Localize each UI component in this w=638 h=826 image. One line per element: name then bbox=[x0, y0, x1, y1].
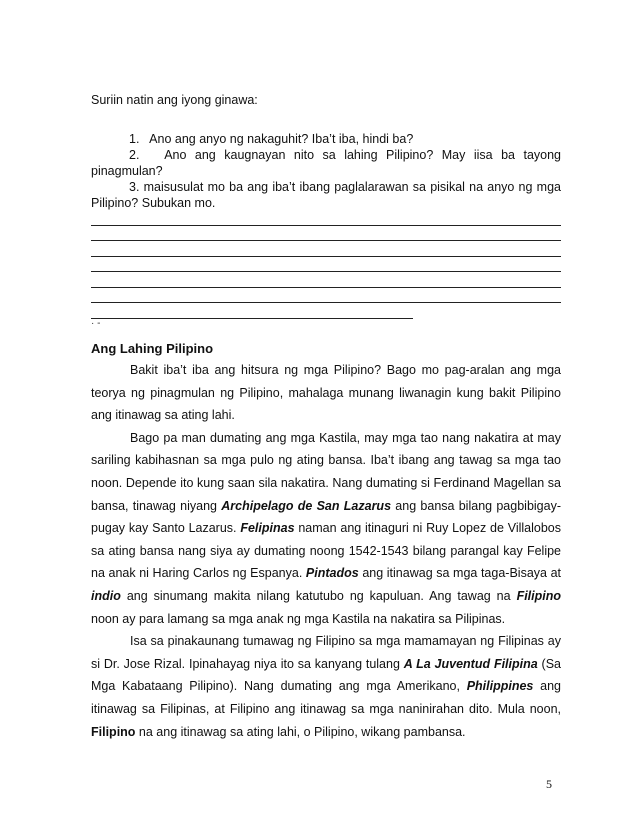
page-number: 5 bbox=[546, 777, 552, 791]
answer-line bbox=[91, 226, 561, 242]
answer-line bbox=[91, 272, 561, 288]
stray-marks: · - bbox=[91, 318, 101, 329]
emphasis-term: Philippines bbox=[466, 679, 534, 694]
emphasis-term: Felipinas bbox=[240, 521, 295, 536]
question-1: 1. Ano ang anyo ng nakaguhit? Iba’t iba, hindi ba? bbox=[129, 132, 414, 146]
emphasis-term: A La Juventud Filipina bbox=[403, 656, 538, 671]
paragraph-2: Bago pa man dumating ang mga Kastila, may mga tao nang nakatira at may sariling kabihasnan sa mga pulo ng ating bansa. Iba’t ibang ang tawag sa mga tao noon. Depende ito kung saan sila nakatira. Nang dumating si Ferdinand Magellan sa bansa, tinawag niyang Archipelago de San Lazarus ang bansa bilang pagbibigay-pugay kay Santo Lazarus. Felipinas naman ang itinaguri ni Ruy Lopez de Villalobos sa ating bansa nang siya ay dumating noong 1542-1543 bilang parangal kay Felipe na anak ni Haring Carlos ng Espanya. Pintados ang itinawag sa mga taga-Bisaya at indio ang sinumang makita nilang katutubo ng kapuluan. Ang tawag na Filipino noon ay para lamang sa mga anak ng mga Kastila na nakatira sa Pilipinas. bbox=[91, 430, 561, 626]
emphasis-term: Filipino bbox=[91, 724, 136, 739]
emphasis-term: Filipino bbox=[516, 588, 561, 603]
body-text bbox=[91, 359, 561, 743]
question-list bbox=[91, 131, 561, 211]
answer-line bbox=[91, 241, 561, 257]
answer-line bbox=[91, 210, 561, 226]
paragraph-1: Bakit iba’t iba ang hitsura ng mga Pilipino? Bago mo pag-aralan ang mga teorya ng pinagmulan ng Pilipino, mahalaga munang liwanagin kung bakit Pilipino ang itinawag sa ating lahi. bbox=[91, 363, 561, 423]
answer-line bbox=[91, 257, 561, 273]
answer-lines bbox=[91, 210, 561, 319]
section-heading: Ang Lahing Pilipino bbox=[91, 341, 214, 356]
question-2: 2. Ano ang kaugnayan nito sa lahing Pilipino? May iisa ba tayong pinagmulan? bbox=[91, 148, 562, 178]
emphasis-term: Pintados bbox=[305, 566, 359, 581]
answer-line bbox=[91, 288, 561, 304]
answer-line bbox=[91, 303, 413, 319]
intro-text: Suriin natin ang iyong ginawa: bbox=[91, 93, 258, 107]
paragraph-3: Isa sa pinakaunang tumawag ng Filipino sa mga mamamayan ng Filipinas ay si Dr. Jose Rizal. Ipinahayag niya ito sa kanyang tulang A La Juventud Filipina (Sa Mga Kabataang Pilipino). Nang dumating ang mga Amerikano, Philippines ang itinawag sa Filipinas, at Filipino ang itinawag sa mga naninirahan dito. Mula noon, Filipino na ang itinawag sa ating lahi, o Pilipino, wikang pambansa. bbox=[91, 634, 561, 739]
emphasis-term: indio bbox=[91, 588, 121, 603]
question-3: 3. maisusulat mo ba ang iba’t ibang paglalarawan sa pisikal na anyo ng mga Pilipino? Subukan mo. bbox=[91, 180, 561, 210]
emphasis-term: Archipelago de San Lazarus bbox=[221, 498, 392, 513]
